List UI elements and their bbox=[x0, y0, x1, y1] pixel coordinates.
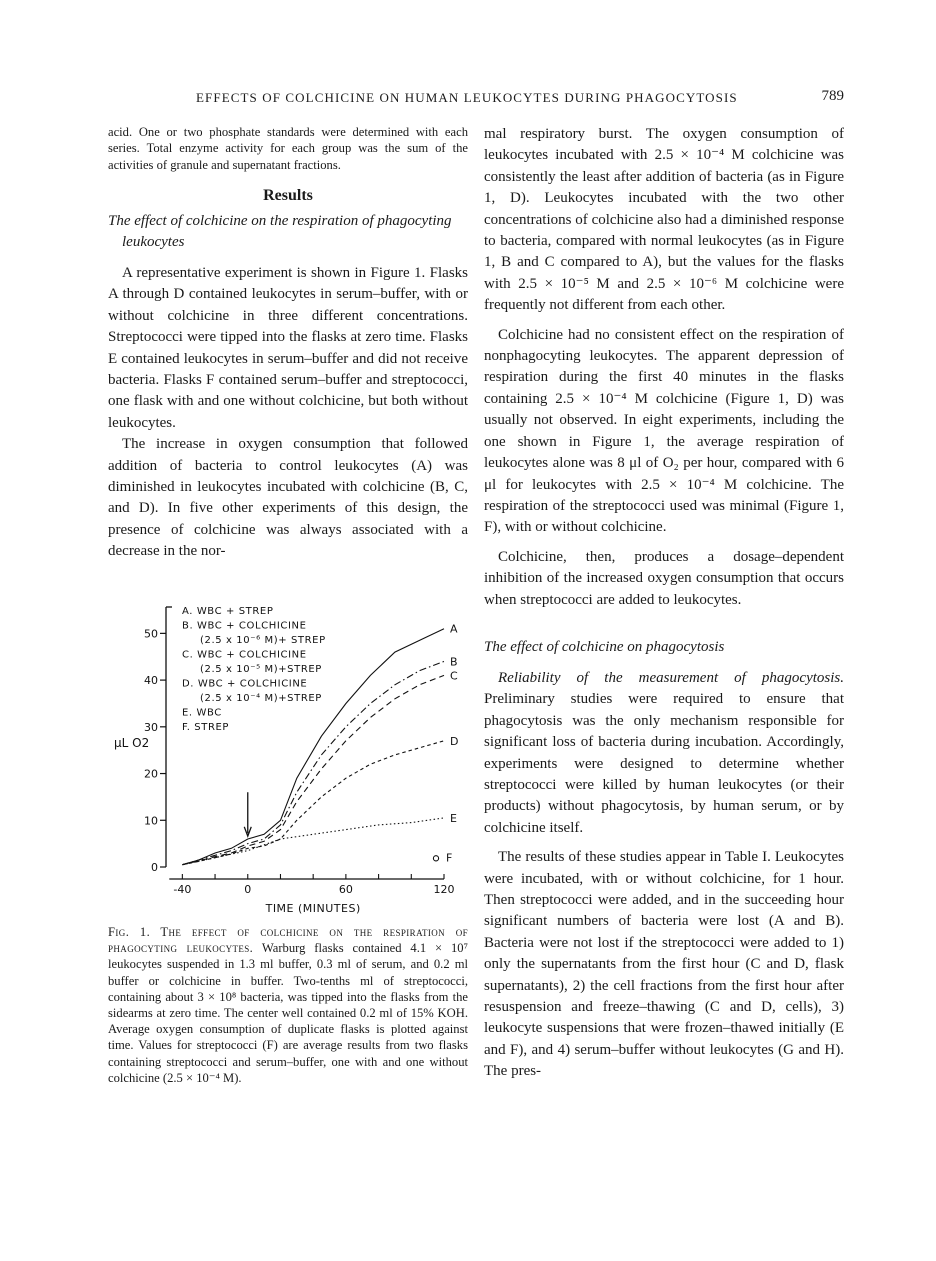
legend-entry: D. WBC + COLCHICINE bbox=[182, 678, 308, 690]
series-line bbox=[182, 741, 444, 865]
series-label: B bbox=[450, 655, 458, 669]
series-label: A bbox=[450, 622, 458, 636]
body-paragraph: The results of these studies appear in Table I. Leukocytes were incubated, with or without colchicine, for 1 hour. Then streptococci were added, and in the succeeding hour significant numbers of bacteria were lost (A and B). Bacteria were not lost if the streptococci were added to 1) only the supernatants from the first hour (C and D, flask supernatants), 2) the cell fractions from the first hour after resuspension and freeze–thawing (C and D, cells), 3) leukocyte suspensions that were frozen–thawed initially (E and F), and 4) serum–buffer without leukocytes (G and H). The pres- bbox=[484, 849, 844, 1080]
subheading: The effect of colchicine on the respiration of phagocyting leukocytes bbox=[108, 212, 452, 250]
y-axis-label: μL O2 bbox=[114, 735, 150, 750]
figure-caption bbox=[108, 924, 468, 1086]
x-tick-label: 120 bbox=[433, 883, 455, 896]
paragraph-lead-in: Reliability of the measurement of phagocytosis. bbox=[498, 669, 844, 686]
body-paragraph: The increase in oxygen consumption that followed addition of bacteria to control leukocytes (A) was diminished in leukocytes incubated with colchicine (B, C, and D). In five other experiments of this design, the presence of colchicine was always associated with a decrease in the nor- bbox=[108, 436, 468, 560]
body-paragraph: A representative experiment is shown in Figure 1. Flasks A through D contained leukocytes in serum–buffer, with or without colchicine in three different concentrations. Streptococci were tipped into the flasks at zero time. Flasks E contained leukocytes in serum–buffer and did not receive bacteria. Flasks F contained serum–buffer and streptococci, one flask with and one without colchicine, but both without leukocytes. bbox=[108, 264, 468, 431]
x-tick-label: 60 bbox=[338, 883, 353, 896]
legend-entry: (2.5 x 10⁻⁵ M)+STREP bbox=[200, 664, 322, 675]
y-tick-label: 10 bbox=[144, 814, 158, 828]
caption-body: Warburg flasks contained 4.1 × 10⁷ leukocytes suspended in 1.3 ml buffer, 0.3 ml of serum, and 0.2 ml buffer or colchicine in buffer. Two-tenths ml of streptococci, containing about 3 × 10⁸ bacteria, was tipped into the flasks from the sidearms at zero time. The center well contained 0.2 ml of 15% KOH. Average oxygen consumption of duplicate flasks is plotted against time. Values for streptococci (F) are average results from two flasks containing streptococci and serum–buffer, one with and one without colchicine (2.5 × 10⁻⁴ M). bbox=[108, 941, 468, 1085]
body-paragraph: Colchicine, then, produces a dosage–dependent inhibition of the increased oxygen consumption that occurs when streptococci are added to leukocytes. bbox=[484, 548, 844, 608]
page-number: 789 bbox=[821, 88, 844, 104]
running-title: EFFECTS OF COLCHICINE ON HUMAN LEUKOCYTES DURING PHAGOCYTOSIS bbox=[196, 90, 738, 105]
legend-entry: B. WBC + COLCHICINE bbox=[182, 620, 307, 632]
y-tick-label: 20 bbox=[144, 767, 158, 781]
x-tick-label: -40 bbox=[173, 883, 192, 896]
subheading: The effect of colchicine on phagocytosis bbox=[484, 638, 725, 655]
figure-1 bbox=[108, 600, 468, 920]
running-head bbox=[108, 90, 844, 110]
series-point bbox=[433, 856, 438, 861]
y-tick-label: 30 bbox=[144, 720, 158, 734]
legend-entry: (2.5 x 10⁻⁴ M)+STREP bbox=[200, 693, 322, 704]
legend-entry: A. WBC + STREP bbox=[182, 606, 274, 617]
paragraph-text: Preliminary studies were required to ensure that phagocytosis was the only mechanism responsible for significant loss of bacteria during incubation. Accordingly, experiments were designed to determine whether streptococci were killed by human leukocytes (or their products) without phagocytosis, by human serum, or by colchicine itself. bbox=[484, 691, 844, 836]
right-column bbox=[484, 124, 844, 1083]
respiration-chart bbox=[108, 600, 468, 920]
series-label: F bbox=[446, 851, 453, 865]
legend-entry: C. WBC + COLCHICINE bbox=[182, 649, 307, 661]
legend-entry: (2.5 x 10⁻⁶ M)+ STREP bbox=[200, 635, 326, 646]
legend-entry: E. WBC bbox=[182, 707, 222, 719]
left-column bbox=[108, 124, 468, 563]
y-tick-label: 40 bbox=[144, 674, 158, 688]
series-line bbox=[182, 661, 444, 864]
series-label: D bbox=[450, 734, 459, 748]
caption-label: Fig. 1. bbox=[108, 925, 151, 939]
caption-title: The effect of colchicine on the respiration of phagocyting leukocytes. bbox=[108, 925, 468, 956]
x-axis-label: TIME (MINUTES) bbox=[265, 902, 361, 915]
series-line bbox=[182, 818, 444, 865]
body-paragraph: mal respiratory burst. The oxygen consumption of leukocytes incubated with 2.5 × 10⁻⁴ M colchicine was consistently the least after addition of bacteria (as in Figure 1, D). Leukocytes incubated with the two other concentrations of colchicine also had a diminished response to bacteria, compared with normal leukocytes (as in Figure 1, B and C compared to A), but the values for the flasks with 2.5 × 10⁻⁵ M and 2.5 × 10⁻⁶ M colchicine were frequently not different from each other. bbox=[484, 126, 844, 314]
y-tick-label: 50 bbox=[144, 627, 158, 641]
methods-paragraph: acid. One or two phosphate standards were determined with each series. Total enzyme activity for each group was the sum of the activities of granule and supernatant fractions. bbox=[108, 125, 468, 172]
body-paragraph: Colchicine had no consistent effect on the respiration of nonphagocyting leukocytes. The apparent depression of respiration during the first 40 minutes in the flasks containing 2.5 × 10⁻⁴ M colchicine (Figure 1, D) was usually not observed. In eight experiments, including the one shown in Figure 1, the average respiration of leukocytes alone was 8 μl of O₂ per hour, compared with 6 μl for leukocytes with 2.5 × 10⁻⁴ M colchicine. The respiration of the streptococci used was minimal (Figure 1, F), with or without colchicine. bbox=[484, 326, 844, 536]
y-tick-label: 0 bbox=[151, 861, 158, 874]
series-label: C bbox=[450, 669, 458, 683]
legend bbox=[182, 606, 326, 733]
section-heading: Results bbox=[263, 186, 313, 204]
series-label: E bbox=[450, 811, 457, 825]
body-paragraph bbox=[484, 668, 844, 839]
x-tick-label: 0 bbox=[244, 883, 252, 896]
legend-entry: F. STREP bbox=[182, 722, 230, 733]
